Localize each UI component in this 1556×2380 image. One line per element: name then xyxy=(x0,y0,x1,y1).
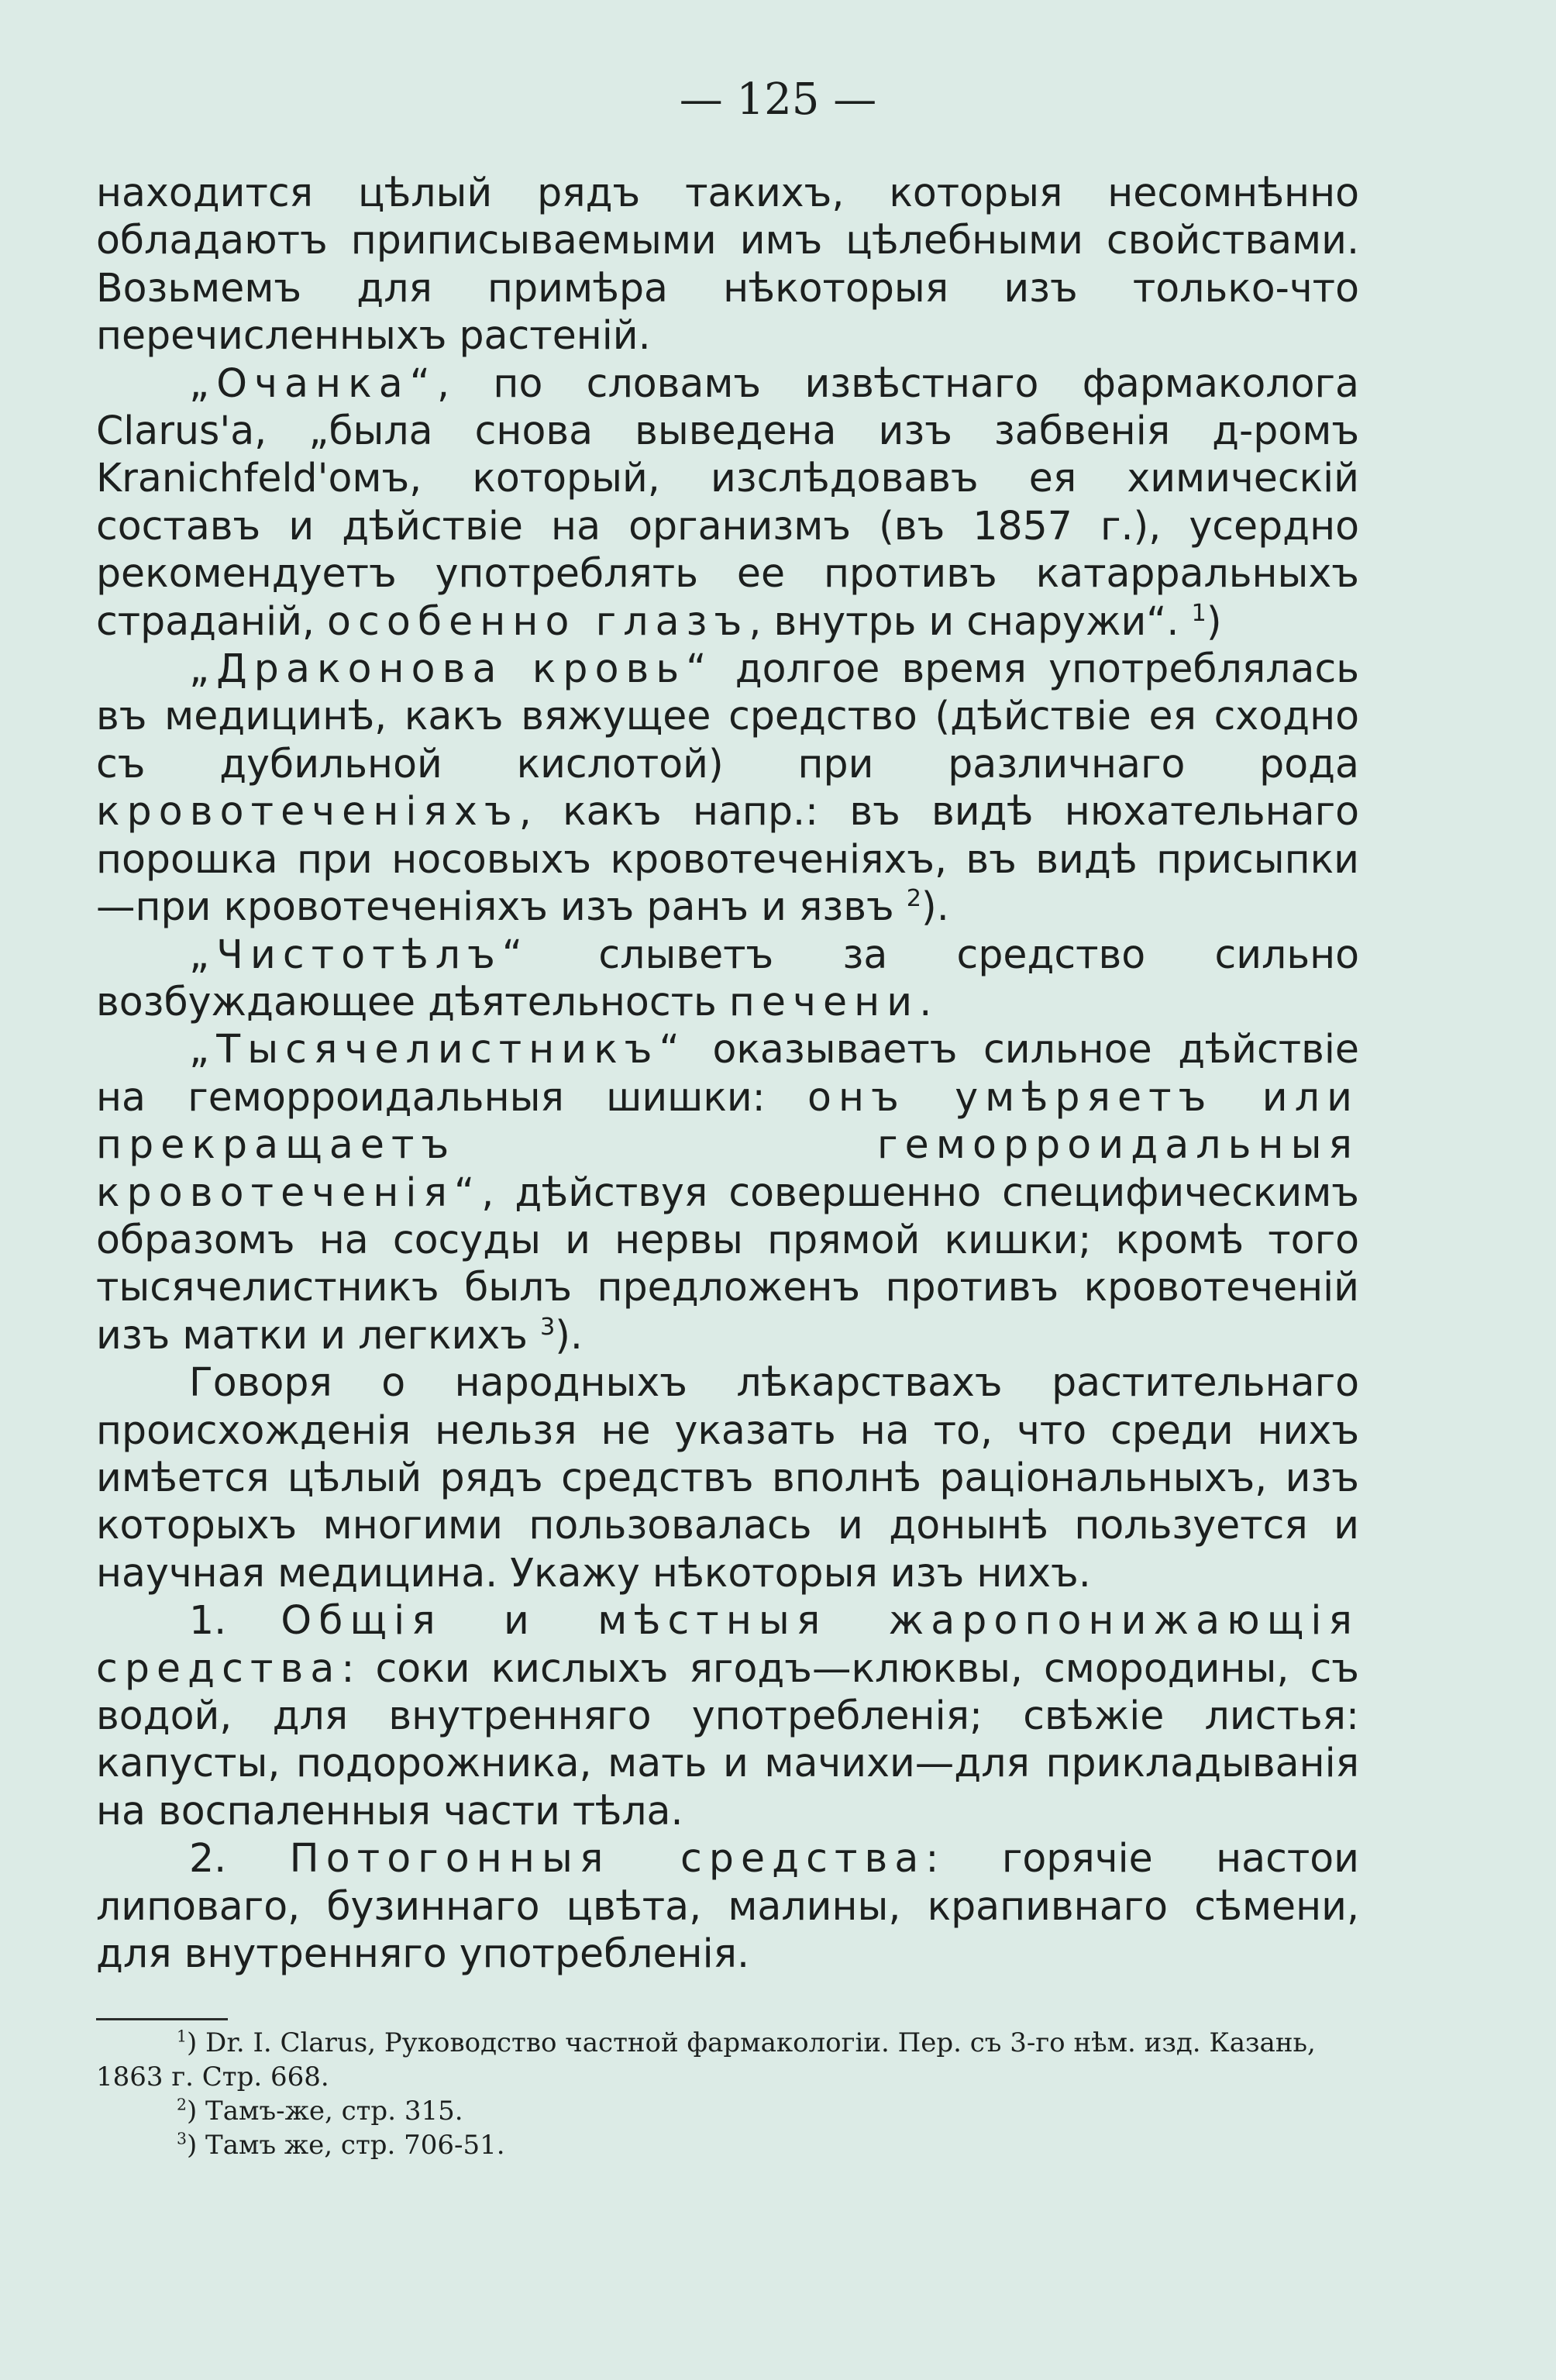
footnote-1 xyxy=(96,2026,1359,2094)
footnote-3 xyxy=(96,2128,1359,2162)
term-krovotech: кровотеченiяхъ xyxy=(96,788,519,835)
footnote-3-text: ) Тамъ же, стр. 706-51. xyxy=(186,2130,505,2161)
list-item-1 xyxy=(96,1596,1359,1834)
paragraph-tysyach-text-a: оказываетъ сильное дѣйствiе на геморроидальныя шишки: xyxy=(96,1026,1359,1120)
paragraph-drakonova-text-b: , какъ напр.: въ видѣ нюхательнаго порошка при носовыхъ кровотеченiяхъ, въ видѣ присыпки—при кровотеченiяхъ изъ ранъ и язвъ xyxy=(96,788,1359,930)
term-drakonova: „Драконова кровь“ xyxy=(189,646,714,692)
term-pecheni: печени xyxy=(728,978,920,1025)
footnote-3-mark: 3 xyxy=(177,2129,187,2148)
list-item-2-text: : горячiе настои липоваго, бузиннаго цвѣта, малины, крапивнаго сѣмени, для внутренняго употребленiя. xyxy=(96,1835,1359,1977)
list-item-1-number: 1. xyxy=(189,1597,281,1644)
paragraph-ochanka-text-b: , внутрь и снаружи“. xyxy=(749,598,1179,644)
footnote-1-mark: 1 xyxy=(177,2027,187,2046)
paragraph-tysyach xyxy=(96,1025,1359,1359)
term-tysyach: „Тысячелистникъ“ xyxy=(189,1026,687,1073)
term-chistotel: „Чистотѣлъ“ xyxy=(189,931,530,977)
paragraph-1 xyxy=(96,169,1359,360)
footnote-ref-3: 3 xyxy=(539,1313,556,1341)
footnote-2-mark: 2 xyxy=(177,2095,187,2114)
list-item-2 xyxy=(96,1834,1359,1977)
footnote-ref-2: 2 xyxy=(906,885,922,913)
paragraph-ochanka xyxy=(96,360,1359,645)
footnote-2 xyxy=(96,2094,1359,2128)
term-ochanka: „Очанка“ xyxy=(189,360,438,406)
paragraph-ochanka-text-a: , по словамъ извѣстнаго фармаколога Clarus'a, „была снова выведена изъ забвенiя д-ромъ Kranichfeld'омъ, который, изслѣдовавъ ея химическiй составъ и дѣйствiе на организмъ (въ 1857 г.), усердно рекомендуетъ употреблять ее противъ катарральныхъ страданiй, xyxy=(96,360,1359,644)
footnote-ref-1: 1 xyxy=(1191,599,1207,627)
footnote-ref-2-paren: ). xyxy=(921,883,949,930)
footnote-1-text: ) Dr. I. Clarus, Руководство частной фармакологiи. Пер. съ 3-го нѣм. изд. Казань, 1863 г. Стр. 668. xyxy=(96,2027,1316,2092)
body-text xyxy=(96,169,1359,1977)
list-item-1-heading: Общiя и мѣстныя жаропонижающiя средства xyxy=(96,1597,1359,1691)
paragraph-drakonova-text-a: долгое время употреблялась въ медицинѣ, какъ вяжущее средство (дѣйствiе ея сходно съ дубильной кислотой) при различнаго рода xyxy=(96,646,1359,787)
paragraph-1-text: находится цѣлый рядъ такихъ, которыя несомнѣнно обладаютъ приписываемыми имъ цѣлебными свойствами. Возьмемъ для примѣра нѣкоторыя изъ только-что перечисленныхъ растенiй. xyxy=(96,170,1359,359)
paragraph-chistotel xyxy=(96,931,1359,1026)
footnote-divider xyxy=(96,2018,228,2020)
paragraph-govorya xyxy=(96,1359,1359,1596)
page-number: — 125 — xyxy=(679,74,877,125)
paragraph-tysyach-text-b: , дѣйствуя совершенно специфическимъ образомъ на сосуды и нервы прямой кишки; кромѣ того тысячелистникъ былъ предложенъ противъ кровотеченiй изъ матки и легкихъ xyxy=(96,1169,1359,1358)
paragraph-drakonova xyxy=(96,645,1359,930)
list-item-2-heading: Потогонныя средства xyxy=(289,1835,926,1882)
list-item-1-text: : соки кислыхъ ягодъ—клюквы, смородины, съ водой, для внутренняго употребленiя; свѣжiе листья: капусты, подорожника, мать и мачихи—для прикладыванiя на воспаленныя части тѣла. xyxy=(96,1645,1359,1834)
term-osobenno: особенно глазъ xyxy=(327,598,749,644)
paragraph-govorya-text: Говоря о народныхъ лѣкарствахъ растительнаго происхожденiя нельзя не указать на то, что среди нихъ имѣется цѣлый рядъ средствъ вполнѣ рацiональныхъ, изъ которыхъ многими пользовалась и донынѣ пользуется и научная медицина. Укажу нѣкоторыя изъ нихъ. xyxy=(96,1359,1359,1596)
footnotes xyxy=(96,2026,1359,2162)
quote-on-umer: онъ умѣряетъ или прекращаетъ геморроидальныя кровотеченiя“ xyxy=(96,1073,1359,1215)
footnote-ref-3-paren: ). xyxy=(555,1311,583,1358)
paragraph-chistotel-dot: . xyxy=(919,978,932,1025)
footnote-2-text: ) Тамъ-же, стр. 315. xyxy=(186,2096,463,2127)
paragraph-chistotel-text: слыветъ за средство сильно возбуждающее дѣятельность xyxy=(96,931,1359,1025)
footnote-ref-1-paren: ) xyxy=(1206,598,1222,644)
list-item-2-number: 2. xyxy=(189,1835,290,1882)
